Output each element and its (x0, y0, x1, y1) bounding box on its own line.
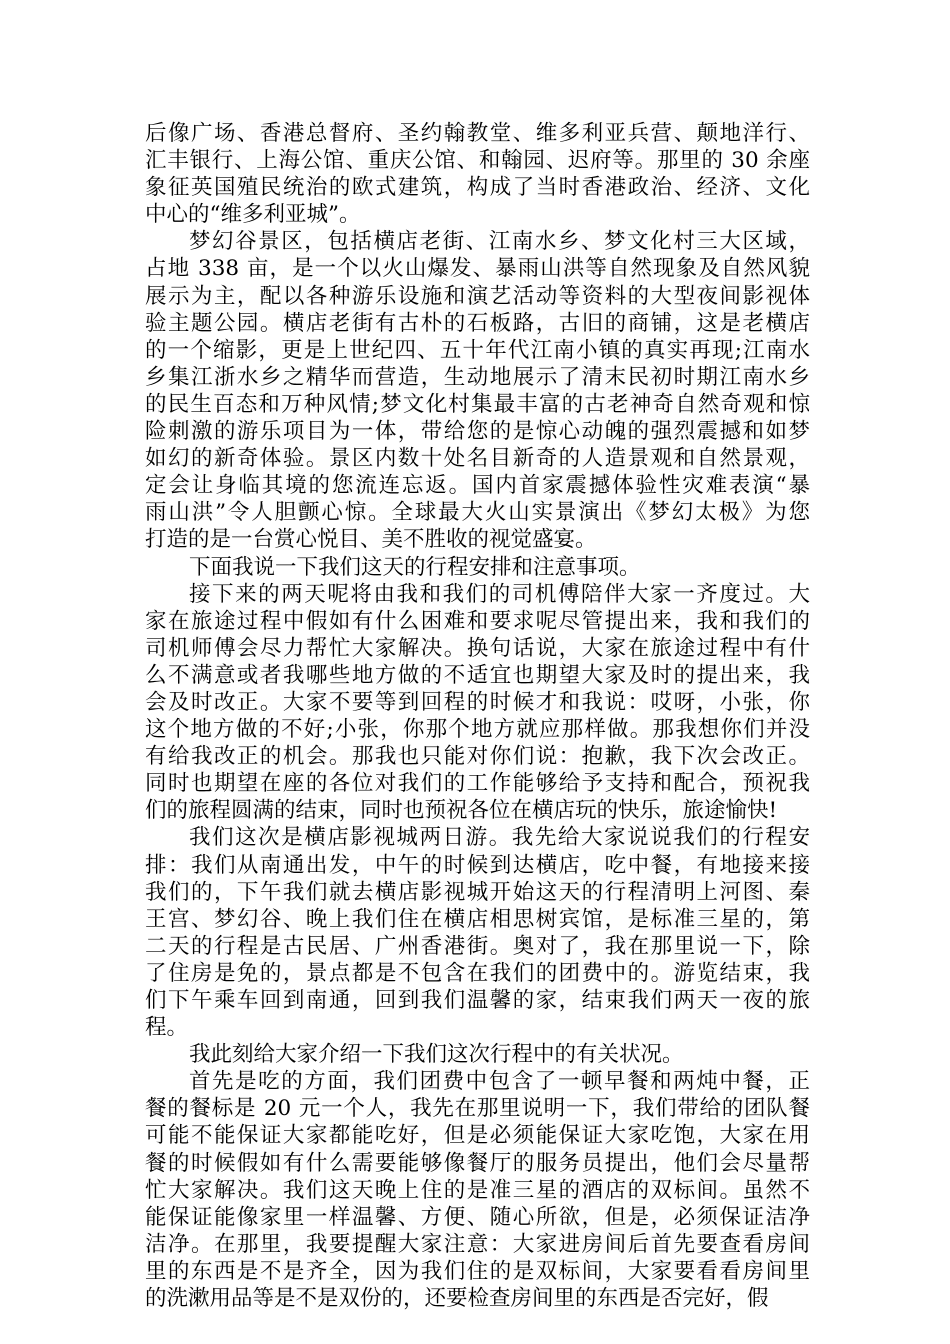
paragraph-p3 (145, 554, 810, 581)
text-line: 洁净。在那里，我要提醒大家注意：大家进房间后首先要查看房间 (145, 1231, 810, 1257)
text-line: 的民生百态和万种风情;梦文化村集最丰富的古老神奇自然奇观和惊 (145, 391, 810, 417)
text-line: 家在旅途过程中假如有什么困难和要求呢尽管提出来，我和我们的 (145, 608, 810, 634)
text-line: 中心的“维多利亚城”。 (145, 202, 361, 228)
text-line: 可能不能保证大家都能吃好，但是必须能保证大家吃饱，大家在用 (145, 1123, 810, 1149)
text-line: 接下来的两天呢将由我和我们的司机傅陪伴大家一齐度过。大 (189, 581, 810, 607)
text-line: 餐的餐标是 20 元一个人，我先在那里说明一下，我们带给的团队餐 (145, 1096, 810, 1122)
text-line: 的一个缩影，更是上世纪四、五十年代江南小镇的真实再现;江南水 (145, 337, 810, 363)
text-line: 有给我改正的机会。那我也只能对你们说：抱歉，我下次会改正。 (145, 744, 810, 770)
text-line: 么不满意或者我哪些地方做的不适宜也期望大家及时的提出来，我 (145, 662, 810, 688)
text-line: 首先是吃的方面，我们团费中包含了一顿早餐和两炖中餐，正 (189, 1069, 810, 1095)
paragraph-p6 (145, 1041, 810, 1068)
document-body (145, 120, 810, 1312)
paragraph-p5 (145, 824, 810, 1041)
text-line: 排：我们从南通出发，中午的时候到达横店，吃中餐，有地接来接 (145, 852, 810, 878)
paragraph-p4 (145, 581, 810, 825)
text-line: 打造的是一台赏心悦目、美不胜收的视觉盛宴。 (145, 527, 597, 553)
text-line: 雨山洪”令人胆颤心惊。全球最大火山实景演出《梦幻太极》为您 (145, 500, 810, 526)
text-line: 忙大家解决。我们这天晚上住的是准三星的酒店的双标间。虽然不 (145, 1177, 810, 1203)
text-line: 我此刻给大家介绍一下我们这次行程中的有关状况。 (189, 1042, 684, 1068)
text-line: 同时也期望在座的各位对我们的工作能够给予支持和配合，预祝我 (145, 771, 810, 797)
text-line: 占地 338 亩，是一个以火山爆发、暴雨山洪等自然现象及自然风貌 (145, 256, 810, 282)
text-line: 险刺激的游乐项目为一体，带给您的是惊心动魄的强烈震撼和如梦 (145, 419, 810, 445)
text-line: 象征英国殖民统治的欧式建筑，构成了当时香港政治、经济、文化 (145, 175, 810, 201)
text-line: 这个地方做的不好;小张，你那个地方就应那样做。那我想你们并没 (145, 717, 810, 743)
text-line: 会及时改正。大家不要等到回程的时候才和我说：哎呀，小张，你 (145, 689, 810, 715)
text-line: 餐的时候假如有什么需要能够像餐厅的服务员提出，他们会尽量帮 (145, 1150, 810, 1176)
paragraph-p7 (145, 1068, 810, 1312)
text-line: 后像广场、香港总督府、圣约翰教堂、维多利亚兵营、颠地洋行、 (145, 121, 810, 146)
text-line: 展示为主，配以各种游乐设施和演艺活动等资料的大型夜间影视体 (145, 283, 810, 309)
paragraph-p2 (145, 228, 810, 553)
text-line: 们的旅程圆满的结束，同时也预祝各位在横店玩的快乐，旅途愉快! (145, 798, 778, 824)
text-line: 梦幻谷景区，包括横店老街、江南水乡、梦文化村三大区域， (189, 229, 810, 255)
text-line: 的洗漱用品等是不是双份的，还要检查房间里的东西是否完好，假 (145, 1286, 769, 1312)
text-line: 我们的，下午我们就去横店影视城开始这天的行程清明上河图、秦 (145, 879, 810, 905)
text-line: 里的东西是不是齐全，因为我们住的是双标间，大家要看看房间里 (145, 1258, 810, 1284)
text-line: 定会让身临其境的您流连忘返。国内首家震撼体验性灾难表演“暴 (145, 473, 810, 499)
text-line: 如幻的新奇体验。景区内数十处名目新奇的人造景观和自然景观， (145, 446, 810, 472)
text-line: 王宫、梦幻谷、晚上我们住在横店相思树宾馆，是标准三星的，第 (145, 906, 810, 932)
text-line: 们下午乘车回到南通，回到我们温馨的家，结束我们两天一夜的旅 (145, 988, 810, 1013)
text-line: 我们这次是横店影视城两日游。我先给大家说说我们的行程安 (189, 825, 810, 851)
text-line: 汇丰银行、上海公馆、重庆公馆、和翰园、迟府等。那里的 30 余座 (145, 148, 810, 174)
text-line: 司机师傅会尽力帮忙大家解决。换句话说，大家在旅途过程中有什 (145, 635, 810, 661)
text-line: 二天的行程是古民居、广州香港街。奥对了，我在那里说一下，除 (145, 933, 810, 959)
text-line: 下面我说一下我们这天的行程安排和注意事项。 (189, 554, 641, 580)
text-line: 程。 (145, 1015, 189, 1041)
text-line: 了住房是免的，景点都是不包含在我们的团费中的。游览结束，我 (145, 960, 810, 986)
text-line: 乡集江浙水乡之精华而营造，生动地展示了清末民初时期江南水乡 (145, 364, 810, 390)
text-line: 能保证能像家里一样温馨、方便、随心所欲，但是，必须保证洁净 (145, 1204, 810, 1230)
paragraph-p1 (145, 120, 810, 228)
text-line: 验主题公园。横店老街有古朴的石板路，古旧的商铺，这是老横店 (145, 310, 810, 336)
